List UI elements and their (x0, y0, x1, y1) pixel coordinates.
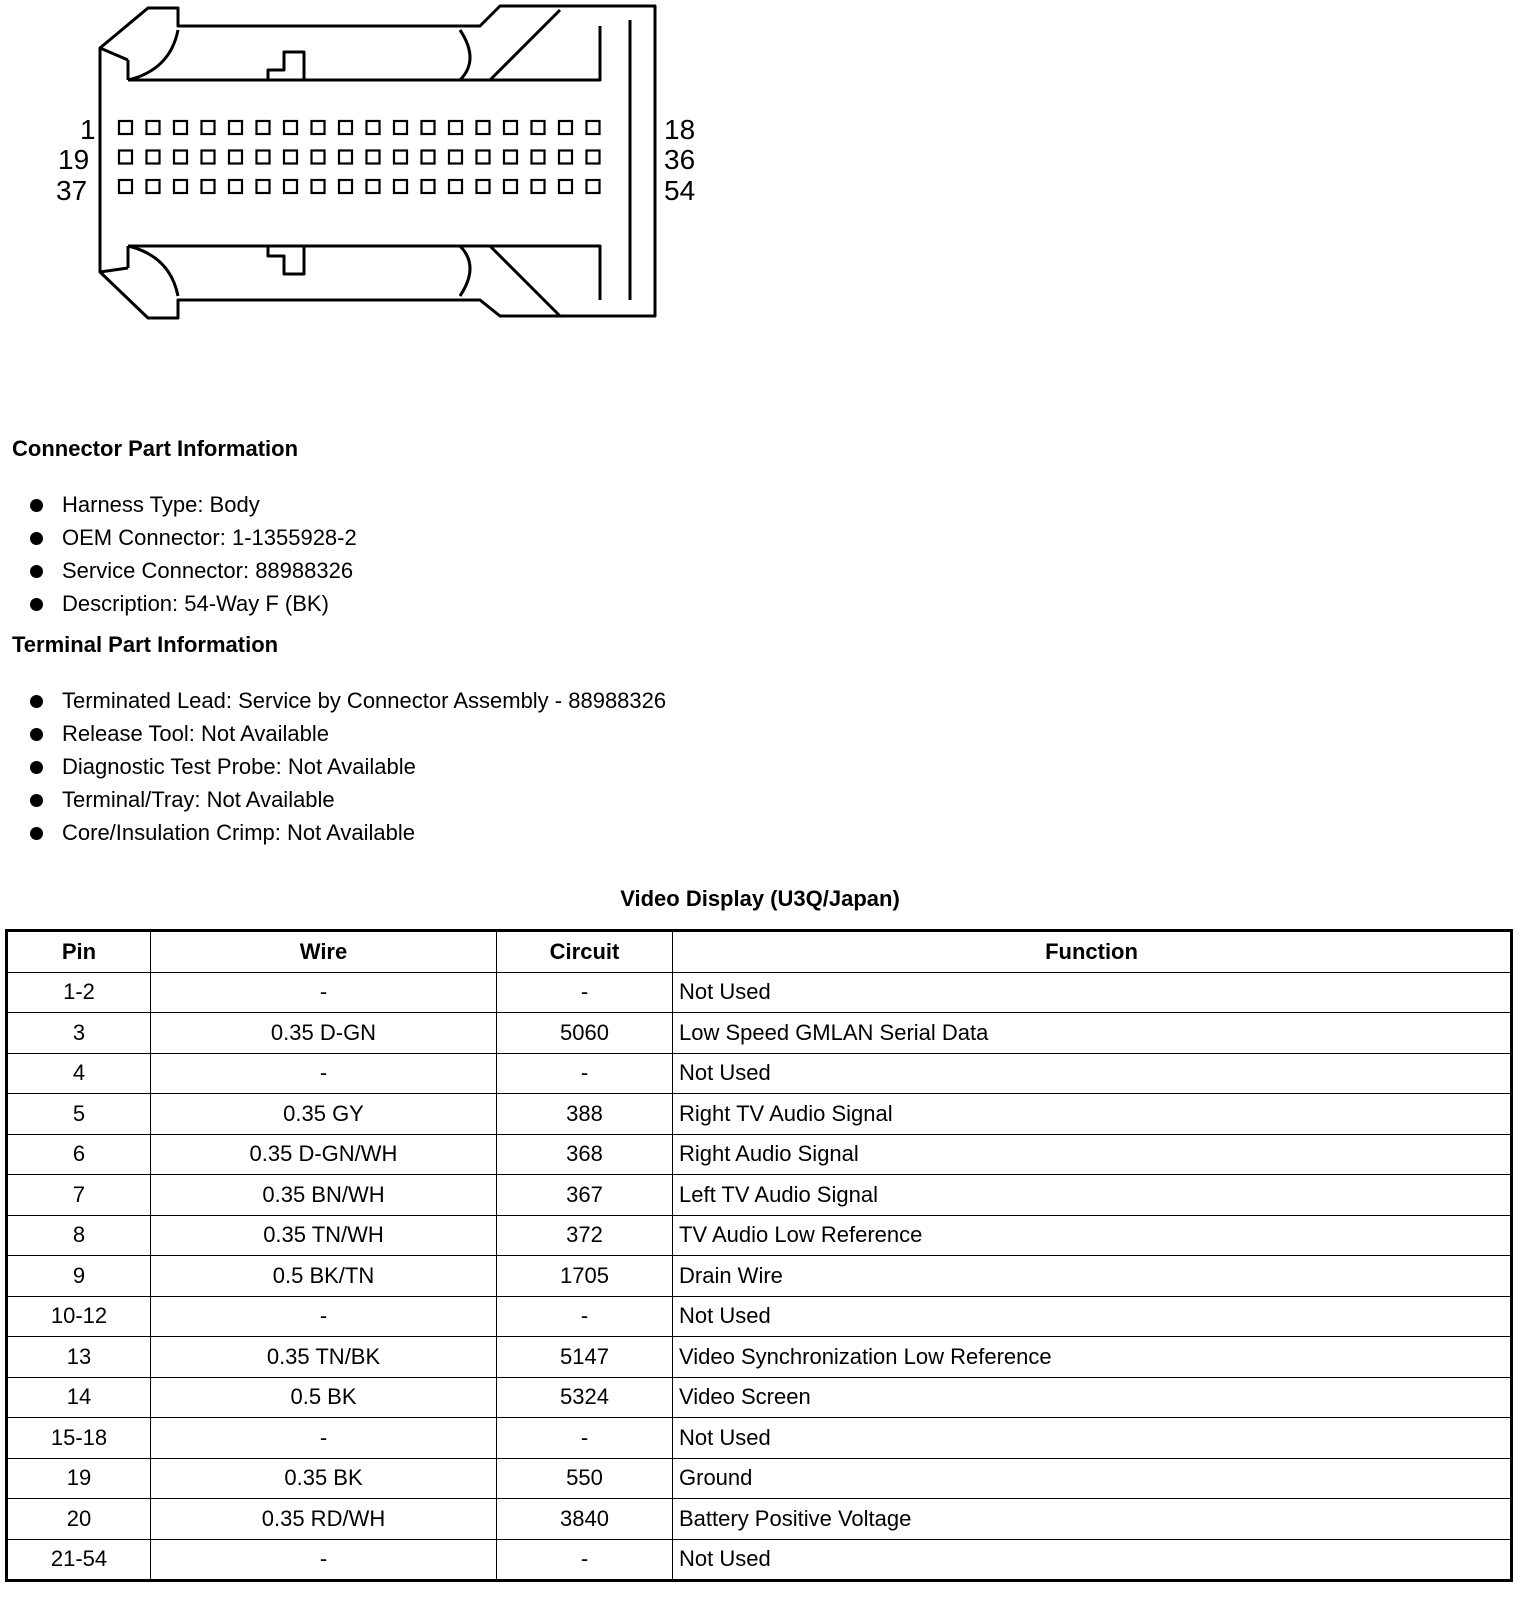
table-row (7, 972, 1512, 1013)
pin-cavity (504, 121, 517, 134)
cell-function: Right TV Audio Signal (673, 1094, 1512, 1135)
cell-wire: - (151, 972, 497, 1013)
cell-function: Video Screen (673, 1377, 1512, 1418)
cell-wire: 0.35 GY (151, 1094, 497, 1135)
cell-circuit: 372 (497, 1215, 673, 1256)
cell-wire: 0.35 BK (151, 1458, 497, 1499)
table-row (7, 1134, 1512, 1175)
row3-start-label: 37 (56, 175, 88, 206)
cell-circuit: 388 (497, 1094, 673, 1135)
pin-cavity (477, 180, 490, 193)
cell-pin: 21-54 (7, 1539, 151, 1581)
table-row (7, 1458, 1512, 1499)
pin-cavity (532, 121, 545, 134)
cell-function: Not Used (673, 1296, 1512, 1337)
table-row (7, 1053, 1512, 1094)
cell-pin: 10-12 (7, 1296, 151, 1337)
connector-part-list (30, 488, 357, 620)
header-pin: Pin (7, 931, 151, 973)
cell-function: Ground (673, 1458, 1512, 1499)
list-item: Diagnostic Test Probe: Not Available (30, 750, 666, 783)
table-row (7, 1175, 1512, 1216)
pin-cavity (339, 180, 352, 193)
cell-circuit: 3840 (497, 1499, 673, 1540)
table-row (7, 1296, 1512, 1337)
cell-pin: 13 (7, 1337, 151, 1378)
pin-cavity (532, 151, 545, 164)
connector-part-heading: Connector Part Information (12, 436, 299, 461)
pin-cavity (312, 121, 325, 134)
pin-cavity (147, 151, 160, 164)
pin-cavity (587, 151, 600, 164)
list-item: Terminal/Tray: Not Available (30, 783, 666, 816)
cell-pin: 3 (7, 1013, 151, 1054)
cell-circuit: 367 (497, 1175, 673, 1216)
header-circuit: Circuit (497, 931, 673, 973)
cell-circuit: 550 (497, 1458, 673, 1499)
cell-wire: 0.35 D-GN/WH (151, 1134, 497, 1175)
cell-wire: 0.35 BN/WH (151, 1175, 497, 1216)
cell-function: Not Used (673, 1539, 1512, 1581)
cell-wire: - (151, 1296, 497, 1337)
cell-function: Not Used (673, 972, 1512, 1013)
pin-cavity (202, 121, 215, 134)
pin-cavity (147, 121, 160, 134)
header-wire: Wire (151, 931, 497, 973)
pin-cavity (174, 151, 187, 164)
pin-cavity (367, 151, 380, 164)
cell-circuit: 5060 (497, 1013, 673, 1054)
pin-cavity (174, 121, 187, 134)
pin-cavity (284, 180, 297, 193)
cell-wire: - (151, 1418, 497, 1459)
cell-function: TV Audio Low Reference (673, 1215, 1512, 1256)
cell-wire: 0.35 D-GN (151, 1013, 497, 1054)
cell-circuit: - (497, 1539, 673, 1581)
cell-circuit: - (497, 972, 673, 1013)
cell-pin: 1-2 (7, 972, 151, 1013)
pin-cavity (449, 151, 462, 164)
table-row (7, 1377, 1512, 1418)
pin-cavity (339, 121, 352, 134)
table-row (7, 1418, 1512, 1459)
connector-outline (0, 0, 720, 330)
pin-cavity (532, 180, 545, 193)
pin-cavity (119, 121, 132, 134)
pin-table (5, 929, 1513, 1582)
cell-pin: 20 (7, 1499, 151, 1540)
cell-function: Left TV Audio Signal (673, 1175, 1512, 1216)
pin-cavity (394, 180, 407, 193)
pin-cavity (449, 121, 462, 134)
cell-function: Low Speed GMLAN Serial Data (673, 1013, 1512, 1054)
list-item: Release Tool: Not Available (30, 717, 666, 750)
row2-end-label: 36 (664, 144, 696, 175)
pin-cavity (422, 151, 435, 164)
table-row (7, 1013, 1512, 1054)
pin-cavity (394, 151, 407, 164)
connector-diagram (0, 0, 720, 330)
cell-wire: - (151, 1539, 497, 1581)
pin-cavity (229, 121, 242, 134)
cell-wire: 0.5 BK/TN (151, 1256, 497, 1297)
table-row (7, 1215, 1512, 1256)
list-item: Harness Type: Body (30, 488, 357, 521)
cell-function: Not Used (673, 1418, 1512, 1459)
cell-wire: 0.35 TN/BK (151, 1337, 497, 1378)
list-item: Description: 54-Way F (BK) (30, 587, 357, 620)
cell-pin: 8 (7, 1215, 151, 1256)
list-item: Service Connector: 88988326 (30, 554, 357, 587)
cell-circuit: 1705 (497, 1256, 673, 1297)
pin-cavity (477, 121, 490, 134)
cell-function: Not Used (673, 1053, 1512, 1094)
pin-cavity (202, 180, 215, 193)
header-function: Function (673, 931, 1512, 973)
pin-cavity (504, 151, 517, 164)
list-item: OEM Connector: 1-1355928-2 (30, 521, 357, 554)
cell-circuit: 5324 (497, 1377, 673, 1418)
cell-pin: 4 (7, 1053, 151, 1094)
list-item: Terminated Lead: Service by Connector Assembly - 88988326 (30, 684, 666, 717)
cell-pin: 15-18 (7, 1418, 151, 1459)
pin-cavity (257, 180, 270, 193)
list-item: Core/Insulation Crimp: Not Available (30, 816, 666, 849)
cell-wire: 0.5 BK (151, 1377, 497, 1418)
cell-function: Video Synchronization Low Reference (673, 1337, 1512, 1378)
pin-cavity (422, 121, 435, 134)
pin-cavity (339, 151, 352, 164)
pin-cavity (559, 121, 572, 134)
pin-cavity (312, 180, 325, 193)
cell-pin: 5 (7, 1094, 151, 1135)
cell-pin: 6 (7, 1134, 151, 1175)
pin-cavity (559, 151, 572, 164)
cell-wire: 0.35 RD/WH (151, 1499, 497, 1540)
row2-start-label: 19 (58, 144, 90, 175)
cell-pin: 14 (7, 1377, 151, 1418)
table-row (7, 1499, 1512, 1540)
row1-start-label: 1 (80, 114, 96, 145)
pin-cavity (587, 121, 600, 134)
cell-circuit: 368 (497, 1134, 673, 1175)
pin-cavity (284, 151, 297, 164)
pin-cavity (229, 180, 242, 193)
cell-circuit: 5147 (497, 1337, 673, 1378)
pin-cavity (229, 151, 242, 164)
pin-cavity (449, 180, 462, 193)
pin-cavity (147, 180, 160, 193)
pin-cavity (559, 180, 572, 193)
table-row (7, 1337, 1512, 1378)
table-title: Video Display (U3Q/Japan) (620, 886, 900, 911)
cell-function: Battery Positive Voltage (673, 1499, 1512, 1540)
table-row (7, 1539, 1512, 1581)
pin-cavity (422, 180, 435, 193)
cell-wire: - (151, 1053, 497, 1094)
pin-cavity (257, 151, 270, 164)
pin-cavity (477, 151, 490, 164)
cell-pin: 19 (7, 1458, 151, 1499)
cell-circuit: - (497, 1296, 673, 1337)
cell-pin: 9 (7, 1256, 151, 1297)
terminal-part-list (30, 684, 666, 849)
pin-cavity (119, 151, 132, 164)
cell-pin: 7 (7, 1175, 151, 1216)
cell-wire: 0.35 TN/WH (151, 1215, 497, 1256)
table-row (7, 1256, 1512, 1297)
pin-cavity (587, 180, 600, 193)
cell-function: Drain Wire (673, 1256, 1512, 1297)
cell-circuit: - (497, 1418, 673, 1459)
table-header-row (7, 931, 1512, 973)
pin-cavity (257, 121, 270, 134)
pin-cavity (504, 180, 517, 193)
pin-cavity (394, 121, 407, 134)
pin-cavity (284, 121, 297, 134)
pin-cavity (312, 151, 325, 164)
row3-end-label: 54 (664, 175, 696, 206)
pin-cavity (202, 151, 215, 164)
cell-circuit: - (497, 1053, 673, 1094)
pin-cavity (119, 180, 132, 193)
row1-end-label: 18 (664, 114, 696, 145)
pin-cavity (367, 180, 380, 193)
pin-cavity (174, 180, 187, 193)
table-row (7, 1094, 1512, 1135)
terminal-part-heading: Terminal Part Information (12, 632, 279, 657)
pin-cavity (367, 121, 380, 134)
cell-function: Right Audio Signal (673, 1134, 1512, 1175)
